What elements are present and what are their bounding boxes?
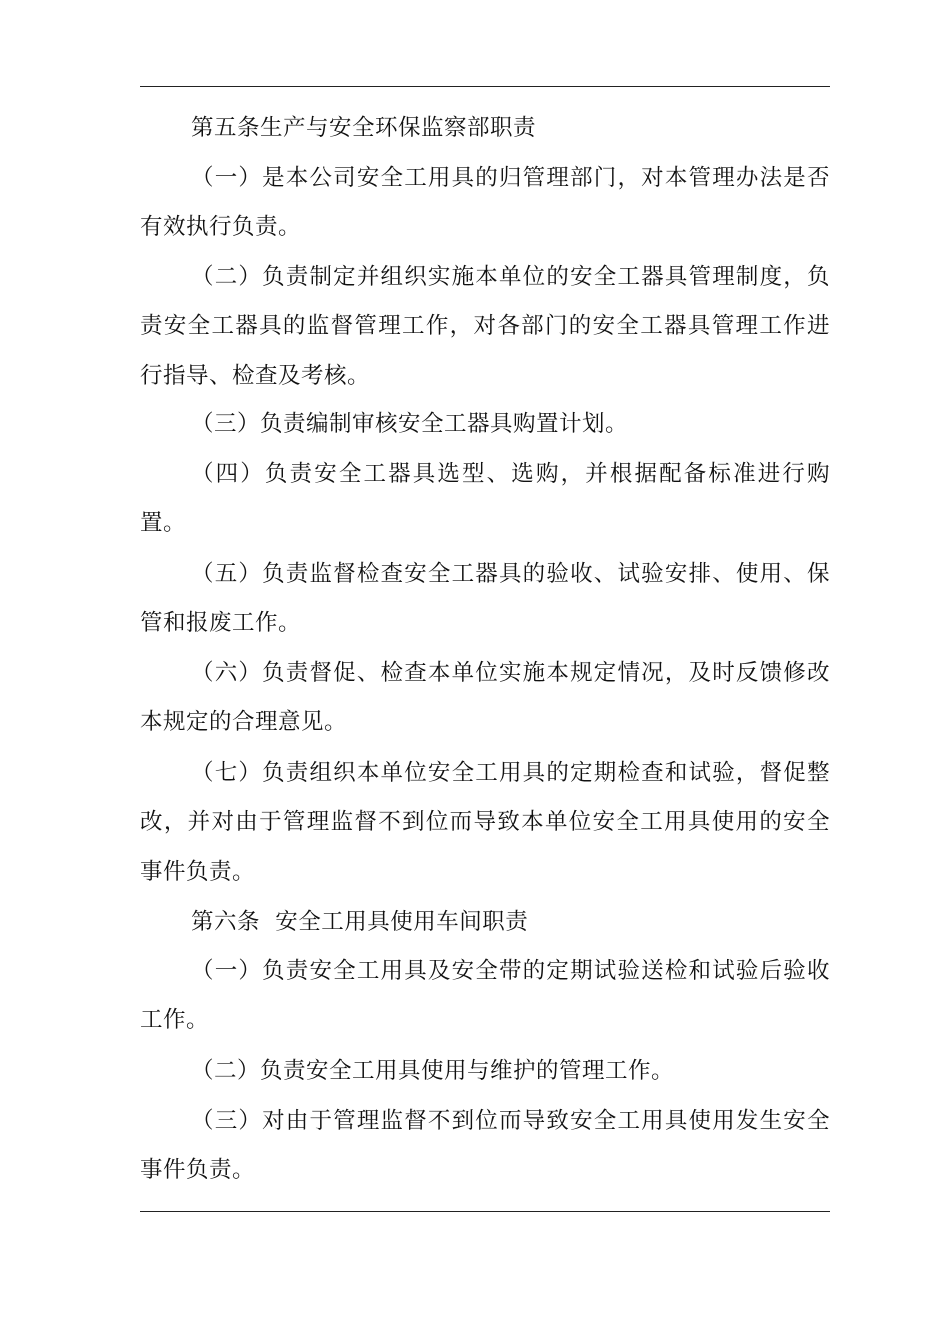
text-line: 事件负责。 [140, 1157, 256, 1184]
text-line: （三）对由于管理监督不到位而导致安全工用具使用发生安全 [191, 1108, 830, 1134]
text-line: （六）负责督促、检查本单位实施本规定情况，及时反馈修改 [191, 660, 830, 686]
text-line: 第五条生产与安全环保监察部职责 [191, 115, 537, 141]
article-5-item-6 [140, 649, 830, 748]
text-line: 行指导、检查及考核。 [140, 362, 371, 389]
footer-rule [140, 1211, 830, 1212]
text-line: （二）负责安全工用具使用与维护的管理工作。 [191, 1058, 675, 1084]
article-6-item-3 [140, 1097, 830, 1196]
article-5-item-2 [140, 253, 830, 401]
article-6-heading [140, 898, 830, 947]
header-rule [140, 86, 830, 87]
text-line: 置。 [140, 510, 187, 537]
text-line: 改，并对由于管理监督不到位而导致本单位安全工用具使用的安全 [140, 809, 830, 836]
text-line: （七）负责组织本单位安全工用具的定期检查和试验，督促整 [191, 760, 830, 786]
text-line: 有效执行负责。 [140, 214, 302, 241]
text-line: （一）负责安全工用具及安全带的定期试验送检和试验后验收 [191, 958, 830, 984]
article-6-item-2 [140, 1047, 830, 1096]
article-5-item-4 [140, 450, 830, 549]
article-5-item-1 [140, 154, 830, 253]
article-5-heading [140, 104, 830, 153]
text-line: 责安全工器具的监督管理工作，对各部门的安全工器具管理工作进 [140, 313, 830, 340]
text-line: （四）负责安全工器具选型、选购，并根据配备标准进行购 [191, 461, 830, 487]
article-5-item-3 [140, 400, 830, 449]
text-line: （一）是本公司安全工用具的归管理部门，对本管理办法是否 [191, 165, 830, 191]
text-line: 事件负责。 [140, 858, 256, 885]
text-line: 本规定的合理意见。 [140, 709, 348, 736]
text-line: 管和报废工作。 [140, 610, 302, 637]
text-line: 工作。 [140, 1007, 210, 1034]
text-line: （三）负责编制审核安全工器具购置计划。 [191, 411, 629, 437]
text-line: （五）负责监督检查安全工器具的验收、试验安排、使用、保 [191, 561, 830, 587]
text-line: 第六条 安全工用具使用车间职责 [191, 909, 529, 935]
text-line: （二）负责制定并组织实施本单位的安全工器具管理制度，负 [191, 264, 830, 290]
article-6-item-1 [140, 947, 830, 1046]
article-5-item-7 [140, 749, 830, 897]
article-5-item-5 [140, 550, 830, 649]
